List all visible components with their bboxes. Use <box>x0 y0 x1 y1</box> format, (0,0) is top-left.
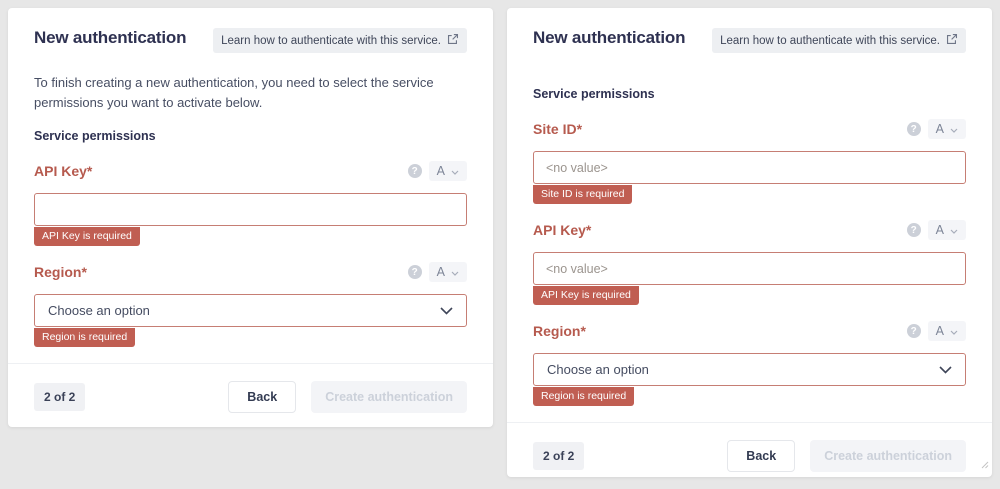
section-heading: Service permissions <box>34 129 156 144</box>
chevron-down-icon <box>950 122 958 136</box>
field-icons <box>907 119 966 139</box>
help-icon[interactable]: ? <box>907 223 921 237</box>
form-field <box>533 321 966 406</box>
field-input[interactable] <box>533 252 966 285</box>
field-label-row <box>533 321 966 341</box>
field-label: API Key* <box>533 222 592 238</box>
type-letter-icon: A <box>436 164 445 179</box>
chevron-down-icon <box>440 303 453 318</box>
footer-actions <box>727 440 966 472</box>
chevron-down-icon <box>950 324 958 338</box>
field-label-row <box>533 119 966 139</box>
help-icon[interactable]: ? <box>907 324 921 338</box>
external-link-icon <box>946 33 958 48</box>
field-icons <box>408 161 467 181</box>
help-icon[interactable]: ? <box>907 122 921 136</box>
form-field <box>34 262 467 347</box>
input-placeholder: <no value> <box>546 261 608 276</box>
select-value: Choose an option <box>547 362 649 377</box>
learn-how-label: Learn how to authenticate with this service. <box>221 34 441 47</box>
modal-header <box>34 28 467 53</box>
type-letter-icon: A <box>436 265 445 280</box>
create-authentication-button[interactable]: Create authentication <box>311 381 467 413</box>
learn-how-button[interactable] <box>213 28 467 53</box>
field-label: Region* <box>34 264 87 281</box>
form-field <box>533 220 966 305</box>
type-letter-icon: A <box>935 324 944 338</box>
resize-handle-icon[interactable] <box>981 456 989 474</box>
input-type-selector[interactable] <box>928 119 966 139</box>
chevron-down-icon <box>451 164 459 178</box>
validation-error-badge: API Key is required <box>533 286 639 305</box>
modal-footer <box>507 422 992 489</box>
chevron-down-icon <box>950 223 958 237</box>
section-heading: Service permissions <box>533 87 655 101</box>
modal-title: New authentication <box>533 28 686 47</box>
input-type-selector[interactable] <box>928 220 966 240</box>
step-badge: 2 of 2 <box>533 442 584 470</box>
form-field <box>34 161 467 246</box>
fields <box>533 119 966 422</box>
modal-description: To finish creating a new authentication, you need to select the service permissions you want to activate below. <box>34 75 434 111</box>
learn-how-button[interactable] <box>712 28 966 53</box>
footer-actions <box>228 381 467 413</box>
modal-footer <box>8 363 493 430</box>
help-icon[interactable]: ? <box>408 265 422 279</box>
chevron-down-icon <box>451 265 459 279</box>
field-input[interactable] <box>533 151 966 184</box>
field-label: API Key* <box>34 163 93 180</box>
field-select[interactable] <box>533 353 966 386</box>
validation-error-badge: Site ID is required <box>533 185 632 204</box>
field-label: Region* <box>533 323 586 339</box>
form-field <box>533 119 966 204</box>
field-select[interactable] <box>34 294 467 327</box>
help-icon[interactable]: ? <box>408 164 422 178</box>
auth-modal-left <box>8 8 493 427</box>
field-icons <box>408 262 467 282</box>
field-icons <box>907 321 966 341</box>
field-icons <box>907 220 966 240</box>
validation-error-badge: Region is required <box>34 328 135 347</box>
auth-modal-right <box>507 8 992 477</box>
back-button[interactable]: Back <box>228 381 296 413</box>
field-label-row <box>34 161 467 181</box>
validation-error-badge: Region is required <box>533 387 634 406</box>
step-badge: 2 of 2 <box>34 383 85 411</box>
back-button[interactable]: Back <box>727 440 795 472</box>
type-letter-icon: A <box>935 223 944 237</box>
input-type-selector[interactable] <box>928 321 966 341</box>
select-value: Choose an option <box>48 303 150 319</box>
input-type-selector[interactable] <box>429 161 467 181</box>
external-link-icon <box>447 33 459 48</box>
type-letter-icon: A <box>935 122 944 136</box>
learn-how-label: Learn how to authenticate with this service. <box>720 34 940 47</box>
fields <box>34 161 467 363</box>
field-label-row <box>533 220 966 240</box>
field-label: Site ID* <box>533 121 583 137</box>
modal-title: New authentication <box>34 28 187 47</box>
validation-error-badge: API Key is required <box>34 227 140 246</box>
chevron-down-icon <box>939 362 952 377</box>
input-placeholder: <no value> <box>546 160 608 175</box>
input-type-selector[interactable] <box>429 262 467 282</box>
create-authentication-button[interactable]: Create authentication <box>810 440 966 472</box>
field-input[interactable] <box>34 193 467 226</box>
field-label-row <box>34 262 467 282</box>
modal-header <box>533 28 966 53</box>
